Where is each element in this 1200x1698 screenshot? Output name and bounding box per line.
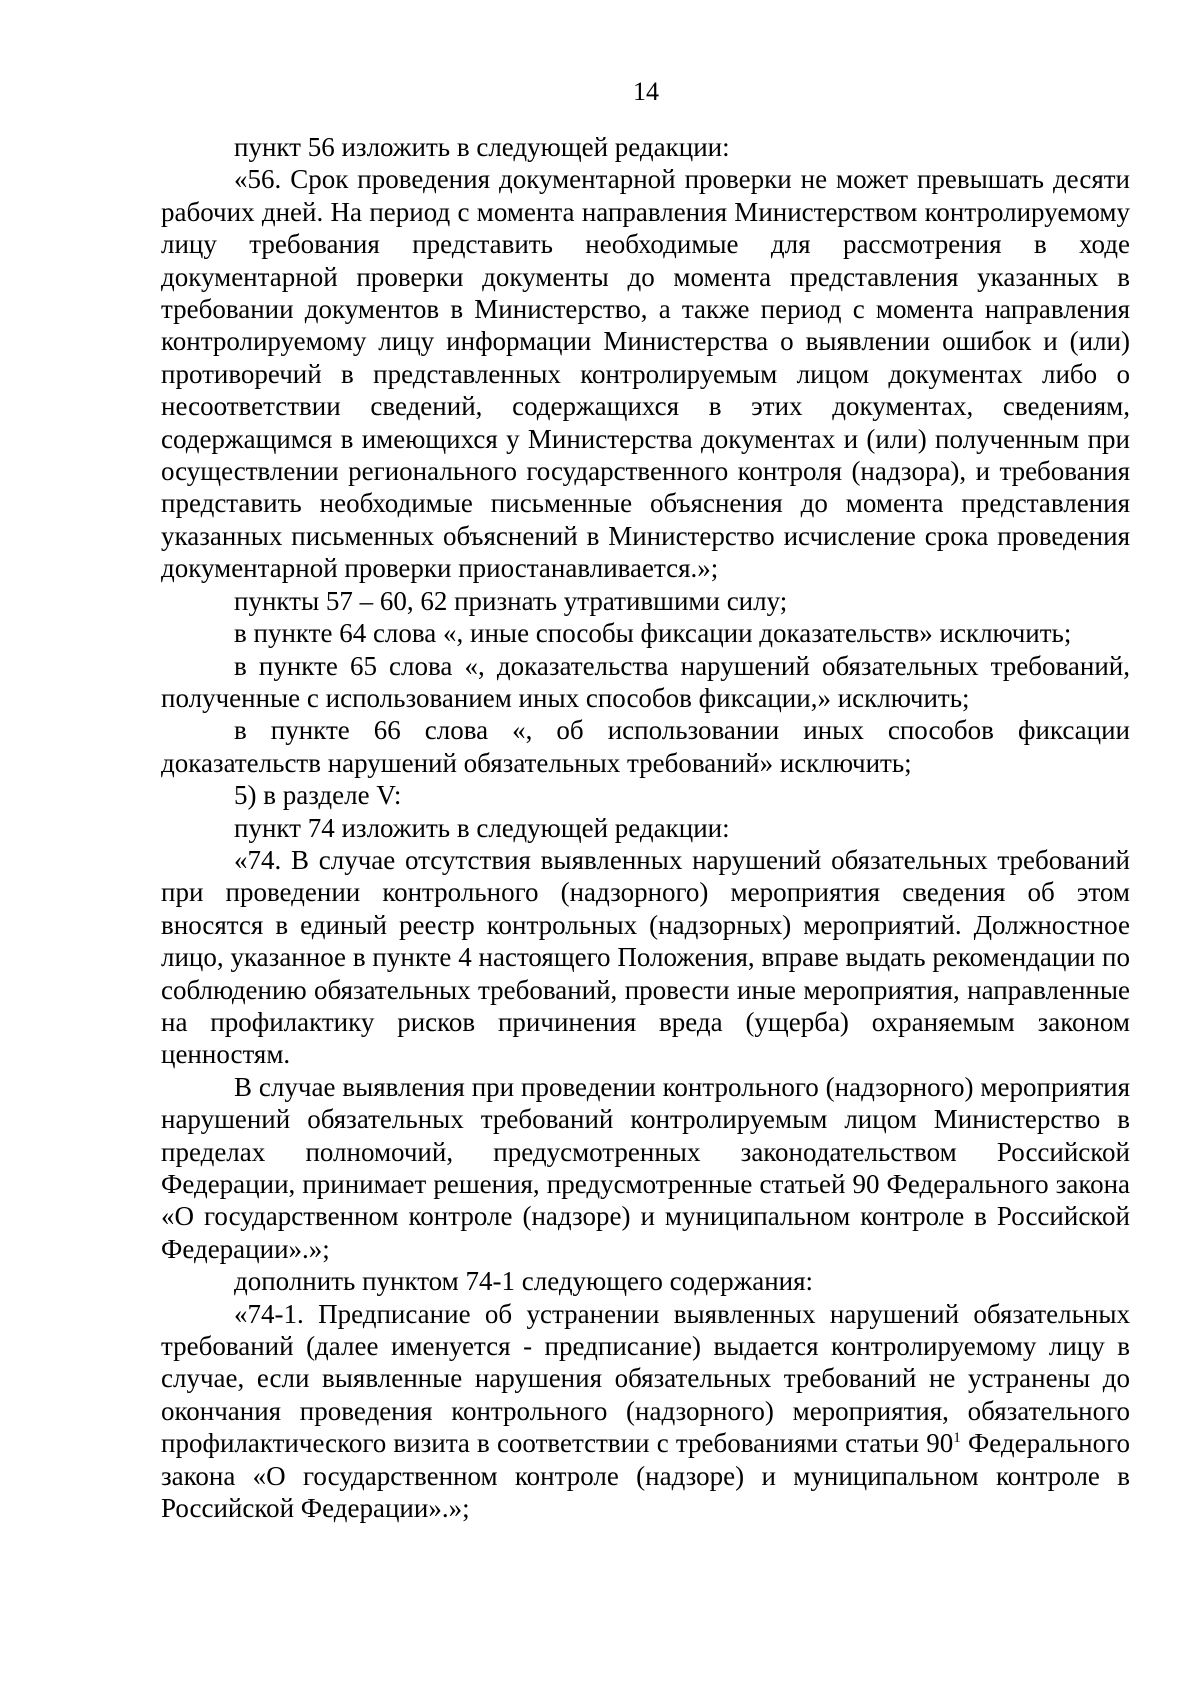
paragraph-item-74-1-intro: дополнить пунктом 74-1 следующего содержания: bbox=[234, 1266, 814, 1297]
paragraph-item-64-amend: в пункте 64 слова «, иные способы фиксации доказательств» исключить; bbox=[234, 618, 1072, 649]
document-body bbox=[161, 131, 1130, 1524]
paragraph-item-74-text: «74. В случае отсутствия выявленных нарушений обязательных требований при проведении контрольного (надзорного) мероприятия сведения об этом вносятся в единый реестр контрольных (надзорных) мероприятий. Должностное лицо, указанное в пункте 4 настоящего Положения, вправе выдать рекомендации по соблюдению обязательных требований, провести иные мероприятия, направленные на профилактику рисков причинения вреда (ущерба) охраняемым законом ценностям. bbox=[161, 844, 1130, 1070]
page-number: 14 bbox=[633, 77, 659, 106]
paragraph-section-v: 5) в разделе V: bbox=[234, 780, 402, 811]
paragraph-item-56-text: «56. Срок проведения документарной проверки не может превышать десяти рабочих дней. На период с момента направления Министерством контролируемому лицу требования представить необходимые для рассмотрения в ходе документарной проверки документы до момента представления указанных в требовании документов в Министерство, а также период с момента направления контролируемому лицу информации Министерства о выявлении ошибок и (или) противоречий в представленных контролируемым лицом документах либо о несоответствии сведений, содержащихся в этих документах, сведениям, содержащимся в имеющихся у Министерства документах и (или) полученным при осуществлении регионального государственного контроля (надзора), и требования представить необходимые письменные объяснения до момента представления указанных письменных объяснений в Министерство исчисление срока проведения документарной проверки приостанавливается.»; bbox=[161, 164, 1130, 584]
paragraph-item-66-amend: в пункте 66 слова «, об использовании иных способов фиксации доказательств нарушений обязательных требований» исключить; bbox=[161, 715, 1130, 778]
paragraph-item-56-intro: пункт 56 изложить в следующей редакции: bbox=[234, 132, 730, 162]
paragraph-items-57-62-repeal: пункты 57 – 60, 62 признать утратившими силу; bbox=[234, 585, 788, 616]
paragraph-item-74-intro: пункт 74 изложить в следующей редакции: bbox=[234, 812, 730, 843]
paragraph-item-74-text-continued: В случае выявления при проведении контрольного (надзорного) мероприятия нарушений обязательных требований контролируемым лицом Министерство в пределах полномочий, предусмотренных законодательством Российской Федерации, принимает решения, предусмотренные статьей 90 Федерального закона «О государственном контроле (надзоре) и муниципальном контроле в Российской Федерации».»; bbox=[161, 1071, 1130, 1264]
paragraph-item-74-1-text bbox=[161, 1298, 1130, 1525]
paragraph-item-65-amend: в пункте 65 слова «, доказательства нарушений обязательных требований, полученные с использованием иных способов фиксации,» исключить; bbox=[161, 650, 1130, 713]
paragraph-text-start: «74-1. Предписание об устранении выявленных нарушений обязательных требований (далее именуется - предписание) выдается контролируемому лицу в случае, если выявленные нарушения обязательных требований не устранены до окончания проведения контрольного (надзорного) мероприятия, обязательного профилактического визита в соответствии с требованиями статьи 90 bbox=[161, 1298, 1130, 1459]
superscript-mark: 1 bbox=[953, 1430, 961, 1447]
paragraph-text-end: Федерального закона «О государственном контроле (надзоре) и муниципальном контроле в Российской Федерации».»; bbox=[161, 1428, 1130, 1524]
